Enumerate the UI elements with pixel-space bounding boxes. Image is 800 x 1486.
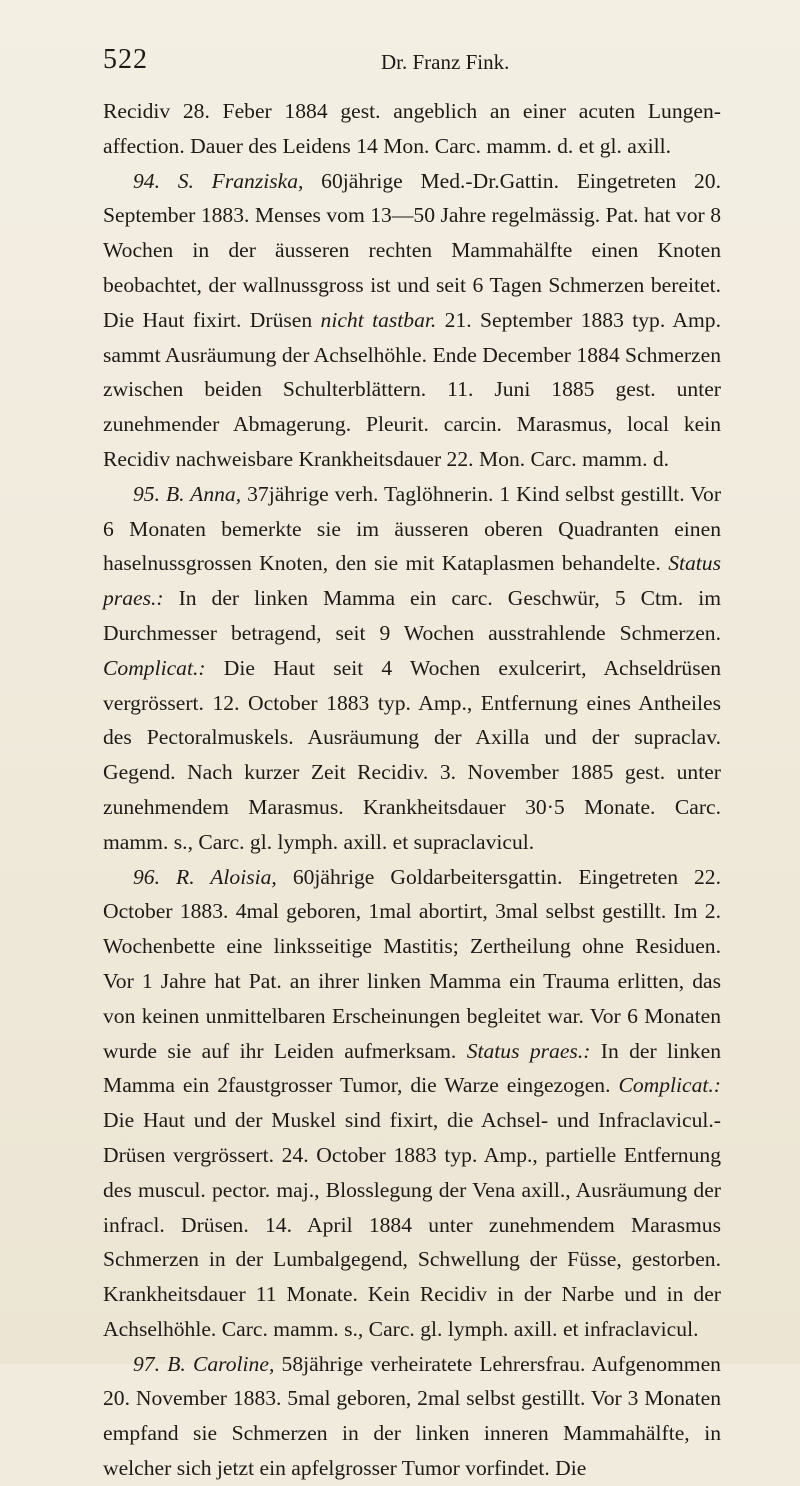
paragraph-text: Die Haut seit 4 Wochen exulcerirt, Achseldrüsen vergrössert. 12. October 1883 typ. Amp., Entfernung eines Antheiles des Pectoralmuskels. Ausräumung der Axilla und der supraclav. Gegend. Nach kurzer Zeit Recidiv. 3. November 1885 gest. unter zunehmendem Marasmus. Krankheitsdauer 30·5 Monate. Carc. mamm. s., Carc. gl. lymph. axill. et supraclavicul.	[103, 655, 721, 854]
case-entry-96	[103, 860, 721, 1347]
emphasis-text: nicht tastbar.	[320, 307, 437, 332]
complication-label: Complicat.:	[618, 1073, 721, 1098]
paragraph-text: In der linken Mamma ein carc. Geschwür, 5 Ctm. im Durchmesser betragend, seit 9 Wochen ausstrahlende Schmerzen.	[103, 586, 721, 645]
paragraph-text: Recidiv 28. Feber 1884 gest. angeblich an einer acuten Lungen-affection. Dauer des Leidens 14 Mon. Carc. mamm. d. et gl. axill.	[103, 99, 721, 158]
complication-label: Complicat.:	[103, 655, 206, 680]
case-number: 96.	[133, 864, 160, 889]
page-header	[103, 44, 703, 84]
paragraph-text: Die Haut und der Muskel sind fixirt, die Achsel- und Infraclavicul.-Drüsen vergrössert. 24. October 1883 typ. Amp., partielle Entfernung des muscul. pector. maj., Blosslegung der Vena axill., Ausräumung der infracl. Drüsen. 14. April 1884 unter zunehmendem Marasmus Schmerzen in der Lumbalgegend, Schwellung der Füsse, gestorben. Krankheitsdauer 11 Monate. Kein Recidiv in der Narbe und in der Achselhöhle. Carc. mamm. s., Carc. gl. lymph. axill. et infraclavicul.	[103, 1108, 721, 1341]
paragraph-text: 60jährige Goldarbeitersgattin. Eingetreten 22. October 1883. 4mal geboren, 1mal abortirt, 3mal selbst gestillt. Im 2. Wochenbette eine linksseitige Mastitis; Zertheilung ohne Residuen. Vor 1 Jahre hat Pat. an ihrer linken Mamma ein Trauma erlitten, das von keinen unmittelbaren Erscheinungen begleitet war. Vor 6 Monaten wurde sie auf ihr Leiden aufmerksam.	[103, 864, 721, 1063]
case-number: 97.	[133, 1351, 160, 1376]
page-number: 522	[103, 44, 148, 75]
running-head: Dr. Franz Fink.	[381, 50, 510, 74]
paragraph-text: 37jährige verh. Taglöhnerin. 1 Kind selbst gestillt. Vor 6 Monaten bemerkte sie im äusseren oberen Quadranten einen haselnussgrossen Knoten, den sie mit Kataplasmen behandelte.	[103, 481, 722, 576]
case-entry-95	[103, 477, 721, 860]
case-entry-97	[103, 1347, 721, 1486]
patient-name: R. Aloisia,	[176, 864, 277, 889]
paragraph-text: In der linken Mamma ein 2faustgrosser Tumor, die Warze eingezogen.	[103, 1038, 721, 1098]
page-body	[103, 94, 721, 1486]
case-entry-94	[103, 164, 721, 477]
paragraph-text: 60jährige Med.-Dr.Gattin. Eingetreten 20. September 1883. Menses vom 13—50 Jahre regelmässig. Pat. hat vor 8 Wochen in der äusseren rechten Mammahälfte einen Knoten beobachtet, der wallnussgross ist und seit 6 Tagen Schmerzen bereitet. Die Haut fixirt. Drüsen	[103, 168, 721, 332]
patient-name: S. Franziska,	[177, 168, 304, 193]
case-number: 94.	[133, 168, 160, 193]
paragraph-text: 21. September 1883 typ. Amp. sammt Ausräumung der Achselhöhle. Ende December 1884 Schmerzen zwischen beiden Schulterblättern. 11. Juni 1885 gest. unter zunehmender Abmagerung. Pleurit. carcin. Marasmus, local kein Recidiv nachweisbare Krankheitsdauer 22. Mon. Carc. mamm. d.	[103, 307, 722, 471]
paragraph-text: 58jährige verheiratete Lehrersfrau. Aufgenommen 20. November 1883. 5mal geboren, 2mal selbst gestillt. Vor 3 Monaten empfand sie Schmerzen in der linken inneren Mammahälfte, in welcher sich jetzt ein apfelgrosser Tumor vorfindet. Die	[103, 1351, 721, 1481]
patient-name: B. Caroline,	[167, 1351, 275, 1376]
paragraph-continuation	[103, 94, 721, 164]
case-number: 95.	[133, 481, 160, 506]
status-label: Status praes.:	[466, 1038, 591, 1063]
patient-name: B. Anna,	[165, 481, 242, 506]
status-label: Status praes.:	[103, 551, 721, 611]
